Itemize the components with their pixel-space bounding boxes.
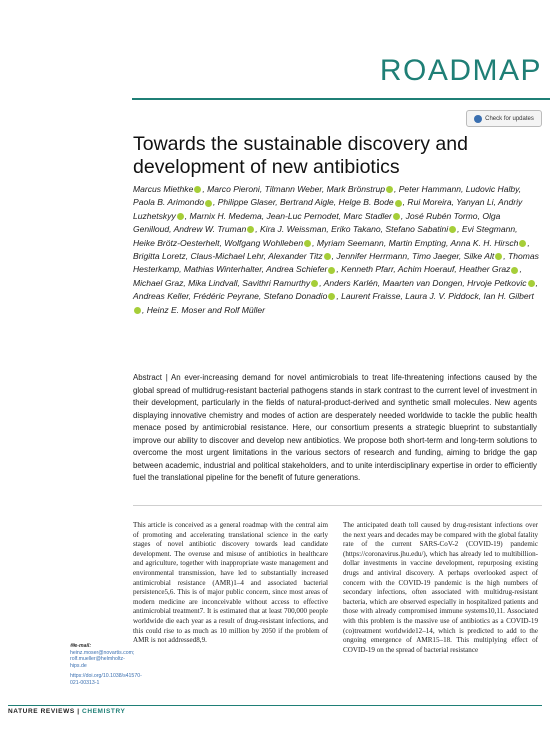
author-name: Philippe Glaser (217, 197, 276, 208)
author-name: Heather Graz (459, 264, 511, 275)
author-name: Heinz E. Moser (146, 304, 206, 315)
author-name: Peter Hammann (398, 184, 461, 194)
author-name: Timo Jaeger (411, 251, 459, 262)
orcid-icon[interactable] (311, 280, 318, 287)
author-name: Hrvoje Petkovic (467, 277, 527, 288)
orcid-icon[interactable] (519, 240, 526, 247)
author-name: Andreas Keller (133, 291, 189, 302)
author-name: Mathias Winterhalter (183, 264, 262, 275)
author-name: Ian H. Gilbert (483, 291, 534, 302)
orcid-icon[interactable] (495, 253, 502, 260)
author-name: Rolf Müller (224, 304, 266, 315)
author-name: Eriko Takano (331, 224, 381, 235)
author-name: Anders Karlén (323, 277, 378, 288)
author-name: Kenneth Pfarr (341, 264, 394, 275)
body-column-left: This article is conceived as a general roadmap with the central aim of promoting and accelerating translational science in the early stages of novel antibiotic discovery towards lead candidate development. The overuse and misuse of antibiotics in healthcare and agriculture, together with inappropriate waste management and environmental transmission, have led to substantially increased antimicrobial resistance (AMR)1–4 and associated bacterial persistence5,6. This is of major public concern, since most areas of modern medicine are inconceivable without access to effective antimicrobial treatment7. It is estimated that at least 700,000 people worldwide die each year as a result of drug-resistant infections, and this could rise to as much as 10 million by 2050 if the problem of AMR is not addressed8,9. (133, 521, 328, 645)
orcid-icon[interactable] (449, 226, 456, 233)
author-name: Yanyan Li (456, 197, 494, 208)
orcid-icon[interactable] (386, 186, 393, 193)
author-name: Thomas Hesterkamp (133, 251, 539, 275)
journal-footer (8, 708, 125, 715)
orcid-icon[interactable] (194, 186, 201, 193)
article-title: Towards the sustainable discovery and development of new antibiotics (133, 133, 468, 178)
crossmark-icon (474, 115, 482, 123)
author-name: Maarten van Dongen (382, 277, 463, 288)
author-name: Bertrand Aigle (279, 197, 334, 208)
author-name: José Rubén Tormo (405, 210, 478, 221)
author-name: Savithri Ramurthy (242, 277, 311, 288)
orcid-icon[interactable] (205, 200, 212, 207)
author-name: Ludovic Halby (465, 184, 519, 194)
author-name: Marnix H. Medema (189, 210, 262, 221)
author-name: Anna K. H. Hirsch (450, 237, 519, 248)
author-name: Stefano Donadio (263, 291, 328, 302)
abstract-label: Abstract (133, 373, 162, 382)
footer-divider (8, 705, 542, 706)
author-name: Andrea Schiefer (266, 264, 328, 275)
orcid-icon[interactable] (511, 267, 518, 274)
author-name: Marcus Miethke (133, 184, 194, 194)
author-name: Rui Moreira (407, 197, 452, 208)
author-name: Myriam Seemann (316, 237, 384, 248)
author-name: Jean-Luc Pernodet (266, 210, 339, 221)
author-name: Frédéric Peyrane (193, 291, 259, 302)
author-name: Mark Brönstrup (326, 184, 385, 194)
author-name: Olga Genilloud (133, 210, 501, 235)
body-column-right: The anticipated death toll caused by drug-resistant infections over the next years and decades may be compared with the global fatality rate of the current SARS-CoV-2 (COVID-19) pandemic (https://coronavirus.jhu.edu/), which has already led to multibillion-dollar investments in vaccine development, repurposing existing drugs and antiviral discovery. A perhaps overlooked aspect of concern with the COVID-19 pandemic is the high numbers of secondary infections, often associated with multidrug-resistant bacteria, which are observed especially in hospitalized patients and those with already compromised immune systems10,11. Associated with this problem is the massive use of antibiotics as a COVID-19 (co)treatment worldwide12–14, which is predicted to add to the ongoing emergence of AMR15–18. This multiplying effect of COVID-19 on the spread of bacterial resistance (343, 521, 538, 654)
header-divider (132, 98, 550, 100)
orcid-icon[interactable] (393, 213, 400, 220)
author-name: Paola B. Arimondo (133, 197, 204, 208)
author-name: Tilmann Weber (264, 184, 322, 194)
author-name: Heike Brötz-Oesterhelt (133, 237, 220, 248)
journal-separator: | (74, 708, 83, 715)
abstract-separator: | (161, 373, 172, 382)
email-label: ✉e-mail: (70, 643, 92, 649)
author-name: Claus-Michael Lehr (190, 251, 264, 262)
author-name: Silke Alt (463, 251, 495, 262)
abstract (133, 372, 537, 485)
author-name: Andriy Luzhetskyy (133, 197, 523, 221)
author-name: Stefano Sabatini (385, 224, 449, 235)
author-name: Marco Pieroni (207, 184, 260, 194)
abstract-text: An ever-increasing demand for novel antimicrobials to treat life-threatening infections caused by the global spread of multidrug-resistant bacterial pathogens stands in stark contrast to the current level of investment in their development, particularly in the fields of natural-product-derived and synthetic small molecules. New agents displaying innovative chemistry and modes of action are desperately needed worldwide to tackle the public health menace posed by antimicrobial resistance. Here, our consortium presents a strategic blueprint to substantially improve our ability to discover and develop new antibiotics. We propose both short-term and long-term solutions to overcome the most urgent limitations in the various sectors of research and funding, aiming to bridge the gap between academic, industrial and political stakeholders, and to unite interdisciplinary expertise in order to efficiently fuel the translational pipeline for the benefit of future generations. (133, 373, 537, 483)
email-links[interactable]: heinz.moser@novartis.com; rolf.mueller@helmholtz-hips.de (70, 649, 135, 669)
author-name: Wolfgang Wohlleben (224, 237, 304, 248)
author-name: Laurent Fraisse (341, 291, 401, 302)
orcid-icon[interactable] (528, 280, 535, 287)
author-name: Kira J. Weissman (259, 224, 327, 235)
doi-link[interactable]: https://doi.org/10.1038/s41570-021-00313-1 (70, 673, 142, 686)
author-name: Helge B. Bode (338, 197, 394, 208)
author-list: Marcus Miethke , Marco Pieroni, Tilmann Weber, Mark Brönstrup , Peter Hammann, Ludovic Halby, Paola B. Arimondo , Philippe Glaser, Bertrand Aigle, Helge B. Bode , Rui Moreira, Yanyan Li, Andriy Luzhetskyy , Marnix H. Medema, Jean-Luc Pernodet, Marc Stadler , José Rubén Tormo, Olga Genilloud, Andrew W. Truman , Kira J. Weissman, Eriko Takano, Stefano Sabatini , Evi Stegmann, Heike Brötz-Oesterhelt, Wolfgang Wohlleben , Myriam Seemann, Martin Empting, Anna K. H. Hirsch , Brigitta Loretz, Claus-Michael Lehr, Alexander Titz , Jennifer Herrmann, Timo Jaeger, Silke Alt , Thomas Hesterkamp, Mathias Winterhalter, Andrea Schiefer , Kenneth Pfarr, Achim Hoerauf, Heather Graz , Michael Graz, Mika Lindvall, Savithri Ramurthy , Anders Karlén, Maarten van Dongen, Hrvoje Petkovic , Andreas Keller, Frédéric Peyrane, Stefano Donadio , Laurent Fraisse, Laura J. V. Piddock, Ian H. Gilbert, Heinz E. Moser and Rolf Müller (133, 184, 539, 315)
author-name: Michael Graz (133, 277, 184, 288)
orcid-icon[interactable] (328, 267, 335, 274)
journal-section: CHEMISTRY (82, 708, 126, 715)
author-name: Alexander Titz (268, 251, 323, 262)
author-name: Achim Hoerauf (397, 264, 455, 275)
orcid-icon[interactable] (395, 200, 402, 207)
author-name: Martin Empting (388, 237, 447, 248)
author-name: Mika Lindvall (188, 277, 238, 288)
orcid-icon[interactable] (328, 293, 335, 300)
author-name: Brigitta Loretz (133, 251, 186, 262)
check-for-updates-button[interactable] (466, 110, 542, 127)
author-name: Laura J. V. Piddock (405, 291, 479, 302)
author-name: Marc Stadler (343, 210, 392, 221)
author-name: Jennifer Herrmann (336, 251, 408, 262)
section-label: ROADMAP (379, 54, 542, 87)
check-for-updates-label: Check for updates (485, 115, 534, 122)
section-divider (133, 505, 542, 506)
orcid-icon[interactable] (134, 307, 141, 314)
author-name: Andrew W. Truman (173, 224, 247, 235)
orcid-icon[interactable] (324, 253, 331, 260)
correspondence-notes (70, 643, 142, 687)
orcid-icon[interactable] (177, 213, 184, 220)
journal-name: NATURE REVIEWS (8, 708, 75, 715)
orcid-icon[interactable] (247, 226, 254, 233)
orcid-icon[interactable] (304, 240, 311, 247)
author-name: Evi Stegmann (461, 224, 516, 235)
